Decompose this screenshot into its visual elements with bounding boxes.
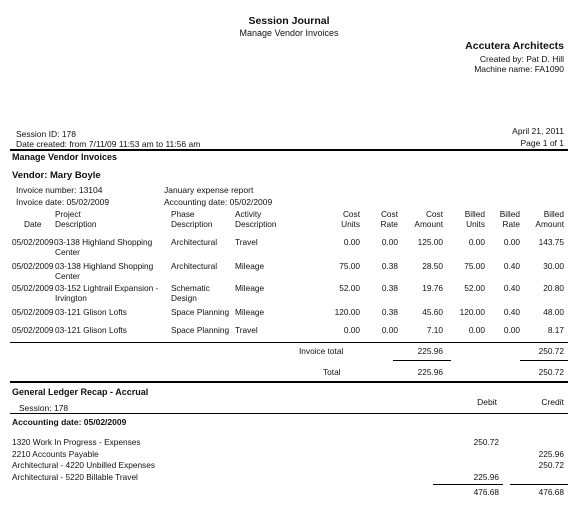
gl-debit: 225.96: [473, 472, 499, 482]
gl-accounting-date: Accounting date: 05/02/2009: [12, 417, 127, 427]
row-billed-rate: 0.40: [503, 261, 520, 271]
gl-credit: 225.96: [538, 449, 564, 459]
report-date: April 21, 2011: [512, 126, 564, 136]
row-date: 05/02/2009: [12, 307, 54, 317]
row-phase: Schematic Design: [171, 283, 210, 303]
gl-credit-header: Credit: [541, 397, 564, 407]
row-date: 05/02/2009: [12, 283, 54, 293]
row-billed-units: 52.00: [464, 283, 485, 293]
col-header-billed-rate: Billed Rate: [499, 209, 520, 229]
row-cost-rate: 0.38: [381, 283, 398, 293]
row-cost-units: 0.00: [343, 325, 360, 335]
gl-account: 1320 Work In Progress - Expenses: [12, 437, 141, 447]
row-billed-units: 0.00: [468, 237, 485, 247]
row-billed-amount: 143.75: [538, 237, 564, 247]
gl-account: 2210 Accounts Payable: [12, 449, 99, 459]
gl-debit-header: Debit: [477, 397, 497, 407]
row-billed-rate: 0.40: [503, 283, 520, 293]
gl-total-rule-debit: [433, 484, 503, 485]
row-billed-units: 120.00: [459, 307, 485, 317]
rows-divider: [10, 342, 568, 343]
grand-total-label: Total: [323, 367, 341, 377]
row-cost-rate: 0.00: [381, 237, 398, 247]
row-cost-amount: 19.76: [422, 283, 443, 293]
row-cost-amount: 7.10: [426, 325, 443, 335]
gl-credit: 250.72: [538, 460, 564, 470]
row-phase: Space Planning: [171, 307, 230, 317]
row-cost-amount: 125.00: [417, 237, 443, 247]
row-project: 03-152 Lightrail Expansion - Irvington: [55, 283, 159, 303]
invoice-total-rule-billed: [520, 360, 568, 361]
invoice-description: January expense report: [164, 185, 254, 195]
gl-total-credit: 476.68: [538, 487, 564, 497]
col-header-activity: Activity Description: [235, 209, 277, 229]
row-activity: Mileage: [235, 307, 265, 317]
row-phase: Architectural: [171, 261, 218, 271]
created-by: Created by: Pat D. Hill: [479, 54, 564, 64]
invoice-total-billed: 250.72: [538, 346, 564, 356]
row-billed-units: 0.00: [468, 325, 485, 335]
invoice-accounting-date: Accounting date: 05/02/2009: [164, 197, 273, 207]
row-date: 05/02/2009: [12, 325, 54, 335]
row-billed-rate: 0.40: [503, 307, 520, 317]
col-header-billed-amount: Billed Amount: [535, 209, 564, 229]
row-phase: Space Planning: [171, 325, 230, 335]
header-divider: [10, 149, 568, 151]
row-billed-rate: 0.00: [503, 325, 520, 335]
page-number: Page 1 of 1: [520, 138, 564, 148]
gl-session: Session: 178: [19, 403, 69, 413]
row-activity: Mileage: [235, 261, 265, 271]
col-header-project: Project Description: [55, 209, 97, 229]
row-cost-rate: 0.38: [381, 261, 398, 271]
vendor-name: Vendor: Mary Boyle: [12, 170, 101, 181]
gl-title: General Ledger Recap - Accrual: [12, 387, 149, 397]
gl-account: Architectural - 4220 Unbilled Expenses: [12, 460, 155, 470]
company-name: Accutera Architects: [465, 40, 564, 52]
invoice-total-label: Invoice total: [299, 346, 344, 356]
row-project: 03-138 Highland Shopping Center: [55, 261, 154, 281]
row-project: 03-138 Highland Shopping Center: [54, 237, 153, 257]
row-billed-rate: 0.00: [503, 237, 520, 247]
row-cost-units: 120.00: [334, 307, 360, 317]
row-cost-units: 75.00: [339, 261, 360, 271]
col-header-cost-units: Cost Units: [341, 209, 360, 229]
grand-total-billed: 250.72: [538, 367, 564, 377]
gl-total-debit: 476.68: [473, 487, 499, 497]
row-activity: Mileage: [235, 283, 265, 293]
row-cost-units: 52.00: [339, 283, 360, 293]
row-project: 03-121 Glison Lofts: [55, 307, 127, 317]
invoice-number: Invoice number: 13104: [16, 185, 103, 195]
col-header-phase: Phase Description: [171, 209, 213, 229]
row-billed-amount: 30.00: [543, 261, 564, 271]
row-billed-units: 75.00: [464, 261, 485, 271]
row-billed-amount: 20.80: [543, 283, 564, 293]
invoice-total-rule-cost: [393, 360, 451, 361]
section-divider: [10, 381, 568, 383]
gl-account: Architectural - 5220 Billable Travel: [12, 472, 138, 482]
machine-name: Machine name: FA1090: [474, 64, 564, 74]
session-id: Session ID: 178: [16, 129, 77, 139]
section-title: Manage Vendor Invoices: [12, 152, 118, 162]
col-header-cost-rate: Cost Rate: [380, 209, 398, 229]
gl-header-rule: [10, 413, 568, 414]
row-cost-units: 0.00: [343, 237, 360, 247]
row-cost-rate: 0.38: [381, 307, 398, 317]
col-header-billed-units: Billed Units: [464, 209, 485, 229]
row-date: 05/02/2009: [12, 237, 54, 247]
invoice-date: Invoice date: 05/02/2009: [16, 197, 110, 207]
gl-total-rule-credit: [510, 484, 568, 485]
row-billed-amount: 48.00: [543, 307, 564, 317]
row-activity: Travel: [235, 237, 258, 247]
date-created: Date created: from 7/11/09 11:53 am to 11:56 am: [16, 139, 201, 149]
row-date: 05/02/2009: [12, 261, 54, 271]
invoice-total-cost: 225.96: [417, 346, 443, 356]
report-title: Session Journal: [248, 15, 330, 27]
report-subtitle: Manage Vendor Invoices: [239, 28, 339, 38]
row-cost-amount: 28.50: [422, 261, 443, 271]
col-header-cost-amount: Cost Amount: [414, 209, 443, 229]
row-activity: Travel: [235, 325, 258, 335]
row-billed-amount: 8.17: [547, 325, 564, 335]
row-cost-amount: 45.60: [422, 307, 443, 317]
grand-total-cost: 225.96: [417, 367, 443, 377]
row-phase: Architectural: [171, 237, 218, 247]
row-project: 03-121 Glison Lofts: [55, 325, 127, 335]
gl-debit: 250.72: [473, 437, 499, 447]
row-cost-rate: 0.00: [381, 325, 398, 335]
col-header-date: Date: [24, 219, 42, 229]
